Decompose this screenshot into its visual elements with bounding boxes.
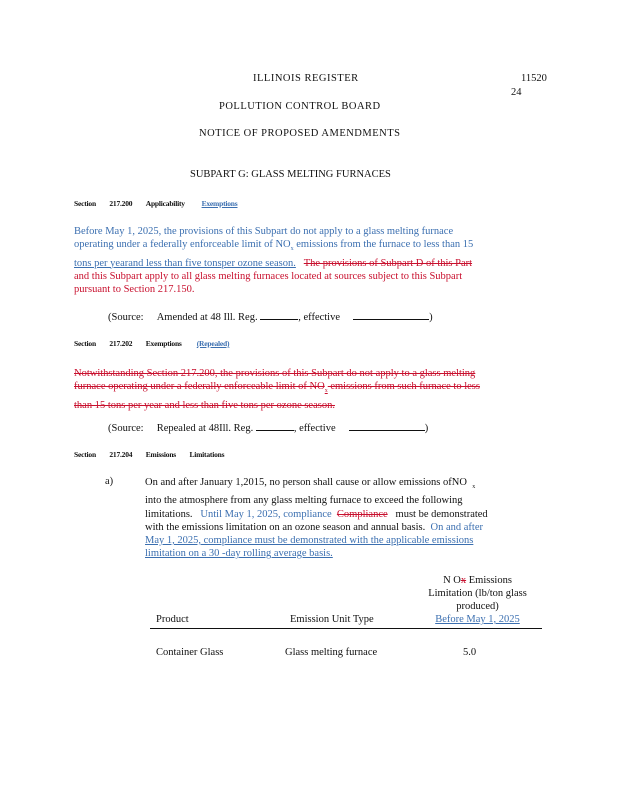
body-line-2: operating under a federally enforceable limit of $NO_x$ emissions from the furnace to less than 15 (74, 239, 474, 253)
notice-title: NOTICE OF PROPOSED AMENDMENTS (199, 128, 401, 139)
item-a-line-1: On and after January 1,2015, no person shall cause or allow emissions ofNO $_x$ (145, 477, 476, 491)
section-200-heading (74, 199, 272, 208)
item-a-line-4: with the emissions limitation on an ozone season and annual basis. On and after (145, 521, 483, 533)
table-col-head: N Ox Emissions Limitation (lb/ton glass produced) Before May 1, 2025 (428, 575, 527, 625)
body-line-1: Before May 1, 2025, the provisions of this Subpart do not apply to a glass melting furnace (74, 226, 454, 237)
table-head-product: Product (156, 614, 189, 625)
table-header-rule (150, 628, 542, 629)
body-line-5: pursuant to Section 217.150. (74, 283, 195, 295)
section-204-body (145, 476, 488, 560)
section-202-body (74, 367, 480, 412)
subpart-heading: SUBPART G: GLASS MELTING FURNACES (190, 169, 391, 180)
register-title: ILLINOIS REGISTER (253, 73, 359, 84)
section-number: 217.200 (109, 199, 133, 208)
section-title-old: Applicability (145, 199, 185, 208)
deleted-text: The provisions of Subpart D of this Part (303, 257, 473, 269)
source-note-202: (Source: Repealed at 48Ill. Reg. , effective ) (108, 420, 428, 434)
deleted-line-3: than 15 tons per year and less than five tons per ozone season. (74, 399, 335, 411)
repealed-tag: (Repealed) (196, 339, 230, 348)
body-line-4: and this Subpart apply to all glass melting furnaces located at sources subject to this Subpart (74, 270, 463, 282)
section-204-heading: Section 217.204 Emissions Limitations (74, 450, 225, 459)
inserted-text: tons per yearand less than five tonsper ozone season. (74, 257, 296, 269)
deleted-line-2: furnace operating under a federally enforceable limit of $NO_x$ emissions from such furnace to less (74, 381, 480, 395)
cell-product: Container Glass (156, 647, 224, 658)
cell-type: Glass melting furnace (285, 647, 378, 658)
item-a-marker: a) (105, 476, 114, 487)
source-note-200: (Source: Amended at 48 Ill. Reg. , effective ) (108, 309, 433, 323)
item-a-line-3: limitations. Until May 1, 2025, compliance Compliance must be demonstrated (145, 508, 488, 520)
body-line-3 (74, 257, 473, 270)
item-a-line-2: into the atmosphere from any glass melting furnace to exceed the following (145, 495, 463, 507)
table-head-type: Emission Unit Type (290, 614, 374, 625)
page-subnumber: 24 (511, 87, 522, 98)
section-202-heading: Section 217.202 Exemptions (Repealed) (74, 339, 255, 348)
item-a-line-6: limitation on a 30 -day rolling average basis. (145, 548, 333, 560)
board-title: POLLUTION CONTROL BOARD (219, 101, 381, 112)
section-label: Section (74, 199, 96, 208)
section-200-body (74, 225, 473, 296)
cell-value: 5.0 (463, 647, 477, 658)
table-row (156, 647, 223, 658)
page-number: 11520 (521, 73, 547, 84)
section-title-new: Exemptions (201, 199, 238, 208)
deleted-line-1: Notwithstanding Section 217.200, the provisions of this Subpart do not apply to a glass melting (74, 368, 476, 379)
item-a-line-5: May 1, 2025, compliance must be demonstrated with the applicable emissions (145, 534, 474, 546)
